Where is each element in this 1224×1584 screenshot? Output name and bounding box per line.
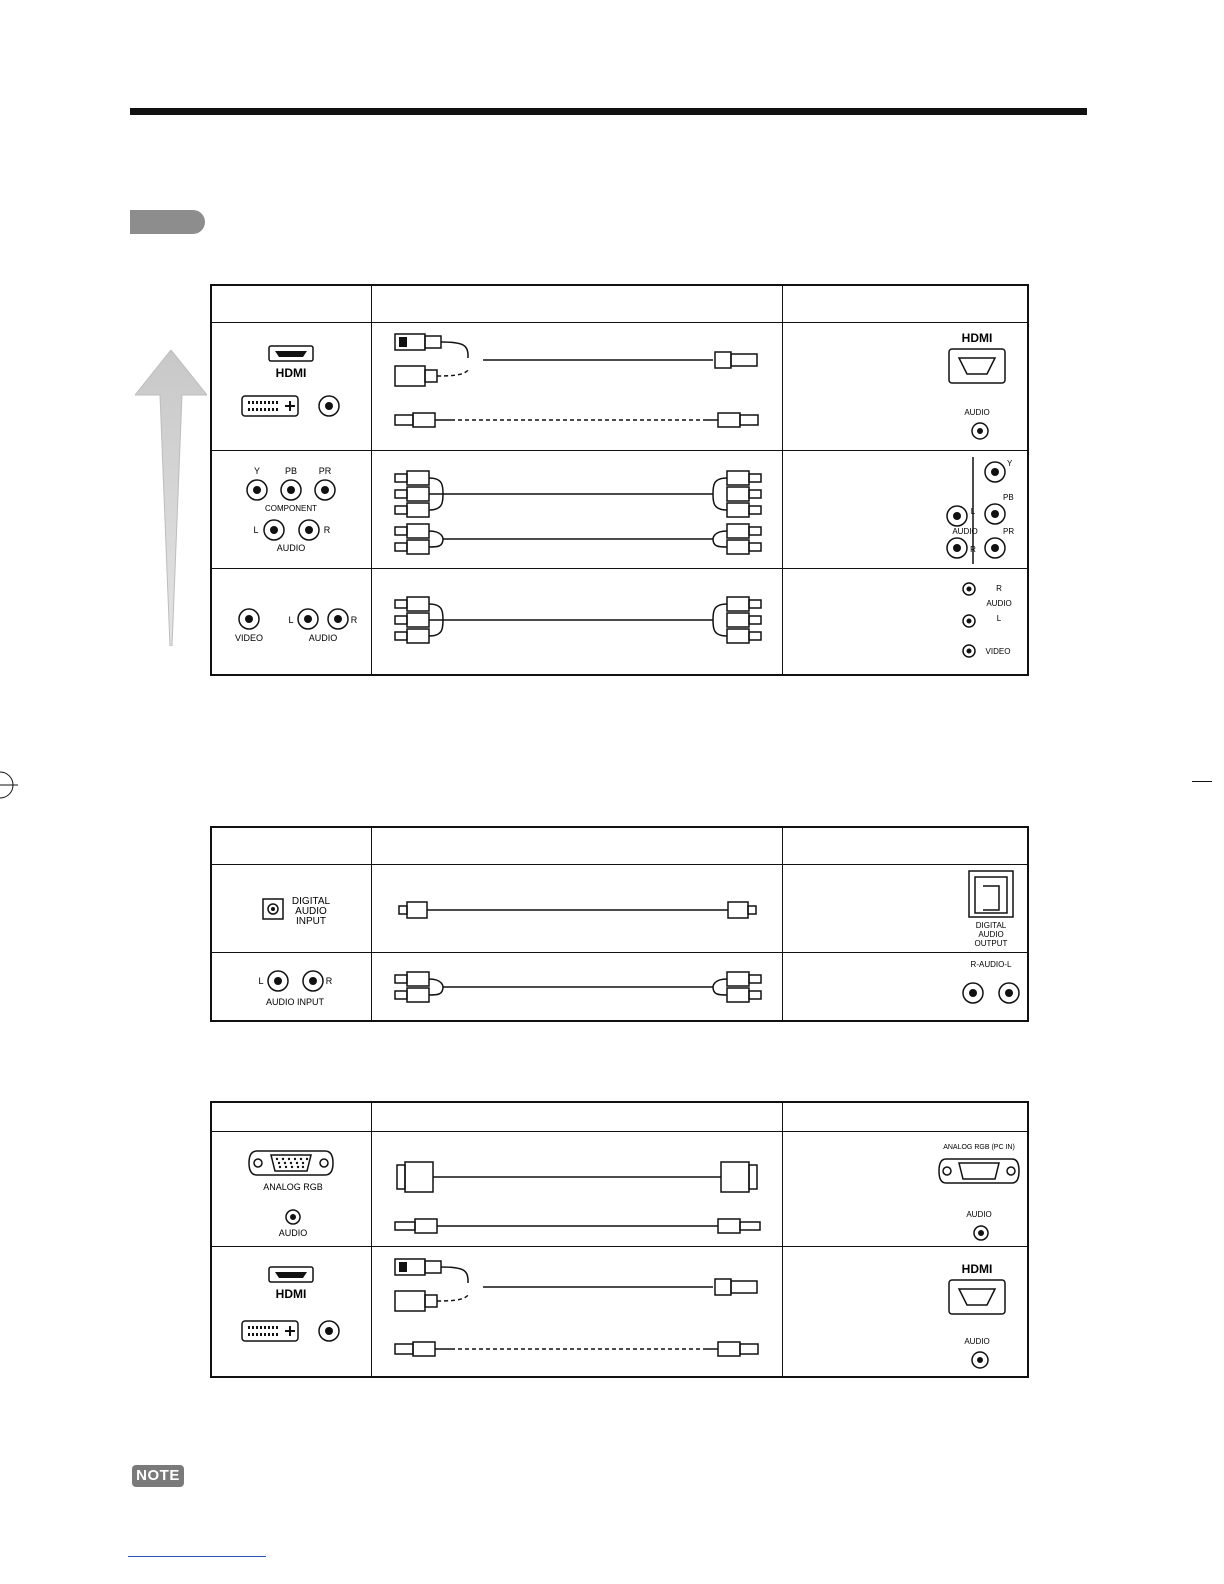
component-terminal-icon [213,452,371,568]
section-tab [130,210,205,234]
l-label: L [252,524,259,535]
device-terminal-cell [783,865,1029,953]
header-cell [783,827,1029,865]
hdmi-dvi-cable-icon [373,324,782,450]
header-rule [130,108,1087,115]
hdmi-logo-text: HDMI [961,330,993,345]
audio-rca-cable-icon [373,953,782,1019]
device-terminal-cell [783,1247,1029,1377]
table-row [211,953,1028,1021]
quality-arrow-icon [135,350,207,646]
cable-cell [372,1132,783,1247]
device-terminal-cell [783,569,1029,675]
cable-cell [372,569,783,675]
r-label: R [970,544,976,554]
y-label: Y [253,465,260,476]
analog-rgb-label: ANALOG RGB [262,1181,323,1192]
device-hdmi-terminal-icon [783,1247,1027,1375]
table-header-row [211,827,1028,865]
header-cell [783,1102,1029,1132]
y-label: Y [1007,458,1013,468]
cable-cell [372,1247,783,1377]
pb-label: PB [1003,492,1014,502]
cable-cell [372,323,783,451]
audio-label: AUDIO [966,1209,992,1219]
note-badge: NOTE [132,1465,184,1487]
header-cell [372,285,783,323]
header-cell [211,285,372,323]
l-label: L [970,506,976,516]
header-cell [211,1102,372,1132]
cable-cell [372,865,783,953]
component-cable-icon [373,452,782,568]
input-label: INPUT [295,915,326,927]
r-audio-l-label: R-AUDIO-L [970,960,1012,970]
device-terminal-cell [783,953,1029,1021]
r-label: R [323,524,330,535]
audio-label: AUDIO [964,1337,990,1347]
optical-cable-icon [373,866,782,952]
device-terminal-cell [783,451,1029,569]
device-composite-terminal-icon [783,569,1027,673]
l-label: L [287,615,294,626]
table-row [211,865,1028,953]
composite-terminal-icon [213,569,371,673]
analog-rgb-terminal-icon [213,1133,371,1246]
hdmi-logo-text: HDMI [275,365,306,380]
audio-label: AUDIO [294,905,327,917]
rgb-audio-cable-icon [373,1133,782,1246]
terminal-cell [211,1247,372,1377]
header-cell [372,1102,783,1132]
device-optical-terminal-icon [783,866,1027,952]
audio-connection-table [210,826,1029,1022]
r-label: R [350,615,357,626]
terminal-cell [211,451,372,569]
cable-cell [372,953,783,1021]
header-cell [372,827,783,865]
terminal-cell [211,1132,372,1247]
table-row [211,451,1028,569]
video-label: VIDEO [234,633,263,644]
device-rgb-terminal-icon [783,1133,1027,1246]
device-component-terminal-icon [783,452,1027,568]
terminal-cell [211,323,372,451]
audio-label: AUDIO [978,929,1004,939]
audio-label: AUDIO [308,633,337,644]
video-label: VIDEO [985,647,1011,657]
audio-label: AUDIO [278,1227,307,1238]
digital-label: DIGITAL [291,895,330,907]
hdmi-dvi-cable-icon [373,1247,782,1375]
l-label: L [996,614,1002,624]
cable-cell [372,451,783,569]
audio-label: AUDIO [964,407,990,417]
header-cell [211,827,372,865]
terminal-cell [211,865,372,953]
audio-input-label: AUDIO INPUT [265,997,324,1008]
output-label: OUTPUT [974,938,1008,948]
footer-rule [128,1556,266,1557]
l-label: L [257,976,264,987]
pr-label: PR [318,465,331,476]
component-label: COMPONENT [264,503,317,513]
table-row [211,1132,1028,1247]
hdmi-logo-text: HDMI [275,1287,306,1302]
crop-mark-left [0,770,18,800]
device-terminal-cell [783,1132,1029,1247]
device-audio-output-terminal-icon [783,953,1027,1019]
pc-connection-table [210,1101,1029,1378]
video-connection-table [210,284,1029,676]
terminal-cell [211,953,372,1021]
header-cell [783,285,1029,323]
crop-mark-right [1192,781,1212,782]
pb-label: PB [284,465,297,476]
r-label: R [325,976,332,987]
analog-rgb-pc-in-label: ANALOG RGB (PC IN) [943,1143,1015,1151]
digital-audio-input-terminal-icon [213,866,371,952]
audio-label: AUDIO [986,599,1012,609]
hdmi-logo-text: HDMI [961,1262,993,1277]
table-header-row [211,1102,1028,1132]
digital-label: DIGITAL [975,920,1007,930]
table-row [211,569,1028,675]
table-row [211,323,1028,451]
audio-label: AUDIO [276,542,305,553]
hdmi-dvi-terminal-icon [213,324,371,450]
audio-label: AUDIO [952,526,978,536]
composite-cable-icon [373,569,782,673]
r-label: R [996,584,1002,594]
terminal-cell [211,569,372,675]
audio-input-terminal-icon [213,953,371,1019]
table-row [211,1247,1028,1377]
hdmi-dvi-terminal-icon [213,1247,371,1375]
table-header-row [211,285,1028,323]
device-hdmi-terminal-icon [783,324,1027,450]
device-terminal-cell [783,323,1029,451]
pr-label: PR [1003,526,1015,536]
